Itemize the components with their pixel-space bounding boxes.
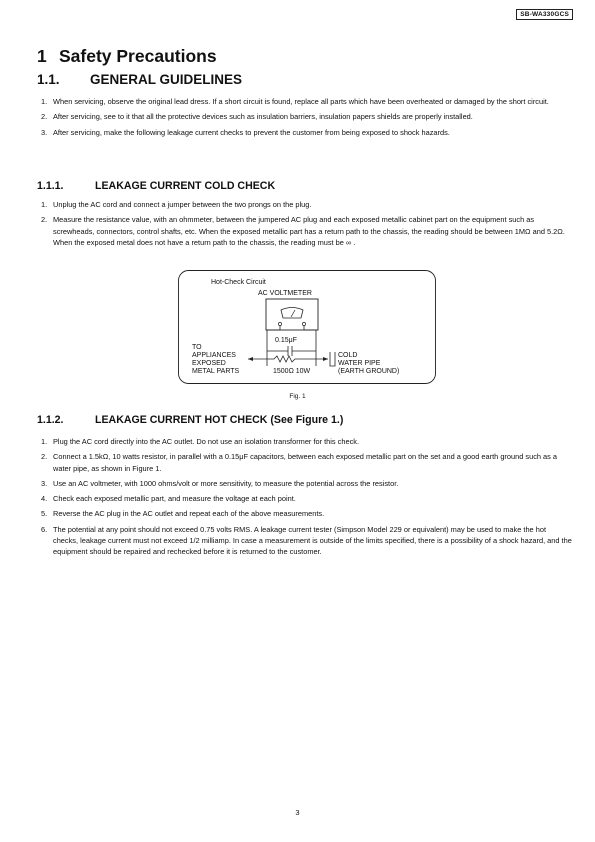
figure-caption: Fig. 1 bbox=[289, 393, 306, 400]
list-item bbox=[41, 508, 573, 519]
hot-check-list bbox=[41, 436, 573, 562]
label-earth-ground: (EARTH GROUND) bbox=[338, 368, 400, 375]
item-text: Measure the resistance value, with an ohmmeter, between the jumpered AC plug and each exposed metallic cabinet part on the equipment such as screwheads, connectors, control shafts, etc. When the exposed metallic part has a return path to the chassis, the reading should be between 1MΩ and 5.2Ω. bbox=[53, 215, 565, 236]
item-text: Use an AC voltmeter, with 1000 ohms/volt or more sensitivity, to measure the potential across the resistor. bbox=[53, 478, 399, 488]
chapter-title bbox=[37, 46, 217, 67]
label-water-pipe: WATER PIPE bbox=[338, 360, 381, 367]
water-pipe-probe bbox=[330, 352, 335, 366]
item-number: 6. bbox=[41, 524, 48, 534]
item-number: 2. bbox=[41, 452, 48, 462]
item-text: After servicing, see to it that all the protective devices such as insulation barriers, insulation papers shields are properly installed. bbox=[53, 112, 473, 122]
voltmeter-lead-left bbox=[267, 326, 280, 366]
subsection-title: LEAKAGE CURRENT COLD CHECK bbox=[95, 180, 276, 192]
item-number: 3. bbox=[41, 478, 48, 488]
figure-title: Hot-Check Circuit bbox=[211, 279, 266, 286]
item-number: 5. bbox=[41, 509, 48, 519]
item-text: After servicing, make the following leakage current checks to prevent the customer from being exposed to shock hazards. bbox=[53, 127, 450, 137]
general-guidelines-list bbox=[41, 96, 573, 142]
item-number: 1. bbox=[41, 97, 48, 106]
item-extra-text: When the exposed metal does not have a return path to the chassis, the reading must be ∞ . bbox=[53, 237, 356, 247]
voltmeter-needle bbox=[291, 310, 295, 317]
item-text: Plug the AC cord directly into the AC outlet. Do not use an isolation transformer for this check. bbox=[53, 437, 360, 446]
voltmeter-dial-icon bbox=[281, 308, 303, 319]
item-number: 2. bbox=[41, 215, 48, 225]
model-number-badge: SB-WA330GCS bbox=[516, 9, 573, 20]
subsection-number: 1.1.2. bbox=[37, 414, 64, 426]
item-text: The potential at any point should not exceed 0.75 volts RMS. A leakage current tester (Simpson Model 229 or equivalent) may be used to make the hot checks, leakage current must not exceed 1/2 milliamp. In case a measurement is outside of the limits specified, there is a possibility of a shock hazard, and the equipment should be repaired and rechecked before it is returned to the customer. bbox=[53, 524, 572, 557]
item-number: 1. bbox=[41, 437, 48, 446]
chapter-title-text: Safety Precautions bbox=[59, 46, 217, 66]
label-appliances: APPLIANCES bbox=[192, 352, 236, 359]
label-metal-parts: METAL PARTS bbox=[192, 368, 240, 375]
label-cold: COLD bbox=[338, 352, 358, 359]
capacitor-symbol bbox=[267, 346, 316, 356]
list-item bbox=[41, 524, 573, 558]
item-text: Connect a 1.5kΩ, 10 watts resistor, in parallel with a 0.15μF capacitors, between each exposed metallic part on the set and a good earth ground such as a water pipe, as shown in Figure 1. bbox=[53, 452, 558, 473]
list-item bbox=[41, 493, 573, 504]
arrow-left-icon bbox=[248, 357, 253, 361]
list-item bbox=[41, 478, 573, 489]
list-item bbox=[41, 111, 573, 122]
label-exposed: EXPOSED bbox=[192, 360, 226, 367]
item-number: 3. bbox=[41, 127, 48, 137]
list-item bbox=[41, 96, 573, 107]
item-text: Check each exposed metallic part, and measure the voltage at each point. bbox=[53, 494, 296, 504]
list-item bbox=[41, 451, 573, 474]
chapter-number: 1 bbox=[37, 46, 47, 66]
voltmeter-terminal-right bbox=[302, 322, 305, 325]
item-text: Unplug the AC cord and connect a jumper between the two prongs on the plug. bbox=[53, 200, 312, 209]
voltmeter-lead-right bbox=[304, 326, 316, 366]
list-item bbox=[41, 214, 573, 248]
list-item bbox=[41, 199, 573, 210]
item-number: 1. bbox=[41, 200, 48, 209]
section-number: 1.1. bbox=[37, 72, 60, 87]
cold-check-list bbox=[41, 199, 573, 252]
capacitor-label: 0.15μF bbox=[275, 337, 297, 344]
voltmeter-body bbox=[266, 299, 318, 330]
page-number: 3 bbox=[295, 808, 300, 817]
hot-check-circuit-figure bbox=[178, 270, 436, 384]
subsection-number: 1.1.1. bbox=[37, 180, 64, 192]
section-title: GENERAL GUIDELINES bbox=[90, 72, 243, 87]
resistor-label: 1500Ω 10W bbox=[273, 368, 311, 375]
list-item bbox=[41, 436, 573, 447]
item-number: 2. bbox=[41, 112, 48, 122]
subsection-title: LEAKAGE CURRENT HOT CHECK (See Figure 1.) bbox=[95, 414, 344, 426]
voltmeter-label: AC VOLTMETER bbox=[258, 290, 312, 297]
arrow-right-icon bbox=[323, 357, 328, 361]
label-to: TO bbox=[192, 344, 202, 351]
subsection-hot-check-heading bbox=[37, 414, 343, 426]
section-general-guidelines-heading bbox=[37, 72, 242, 87]
item-number: 4. bbox=[41, 494, 48, 504]
subsection-cold-check-heading bbox=[37, 180, 275, 192]
item-text: When servicing, observe the original lead dress. If a short circuit is found, replace all parts which have been overheated or damaged by the short circuit. bbox=[53, 97, 549, 106]
item-text: Reverse the AC plug in the AC outlet and repeat each of the above measurements. bbox=[53, 509, 325, 519]
voltmeter-terminal-left bbox=[278, 322, 281, 325]
list-item bbox=[41, 127, 573, 138]
